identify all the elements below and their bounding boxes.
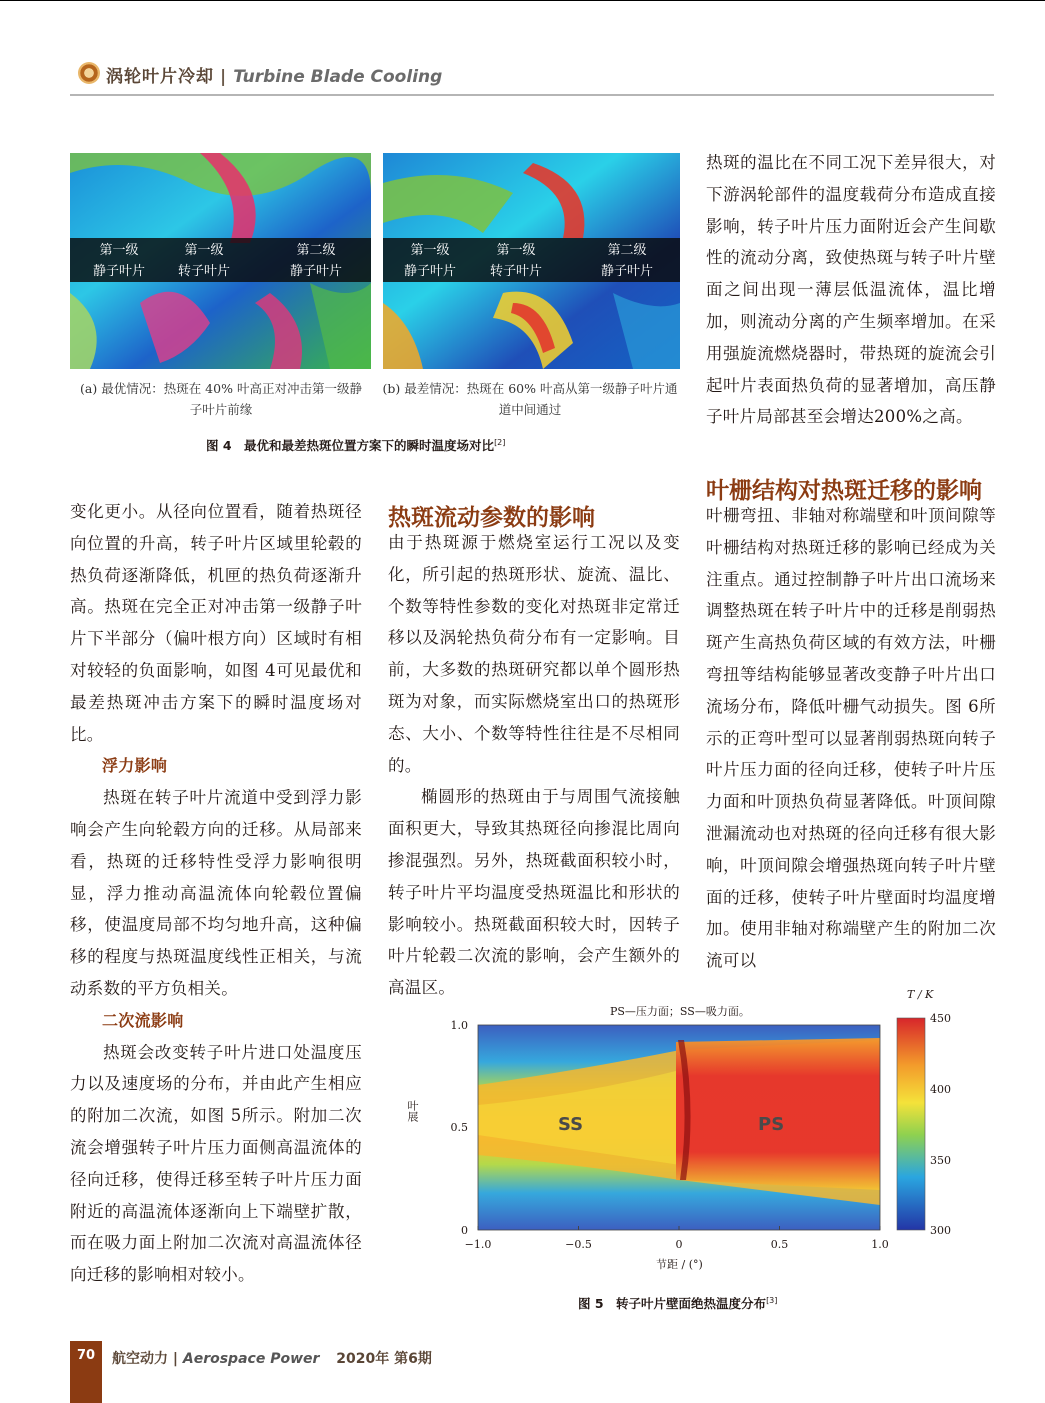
header-title-cn: 涡轮叶片冷却 [106,67,214,87]
figure5-xtick: 1.0 [871,1238,889,1251]
figure5-plot [400,980,960,1280]
figure4-caption [206,436,505,454]
journal-name-en: Aerospace Power [182,1351,320,1367]
figure5-ylabel: 叶展 [406,1100,419,1122]
middle-paragraph-1: 由于热斑源于燃烧室运行工况以及变化，所引起的热斑形状、旋流、温比、个数等特性参数的变化对热斑非定常迁移以及涡轮热负荷分布有一定影响。目前，大多数的热斑研究都以单个圆形热斑为对象，而实际燃烧室出口的热斑形态、大小、个数等特性往往是不尽相同的。 [388,533,680,775]
figure5-ytick: 1.0 [450,1019,468,1032]
figure5-caption-text: 图 5 转子叶片壁面绝热温度分布 [578,1296,767,1311]
figure5-colorbar-tick: 400 [930,1083,951,1096]
figure4-ref: [2] [494,437,506,447]
journal-name-cn: 航空动力 [112,1351,168,1367]
figure4-b-caption: (b) 最差情况：热斑在 60% 叶高从第一级静子叶片通道中间通过 [382,381,678,417]
running-header [106,62,442,87]
header-title-en: Turbine Blade Cooling [233,67,443,87]
figure4-a-label-1: 第一级 静子叶片 [93,243,146,279]
journal-issue: 2020年 第6期 [336,1351,432,1367]
figure5-colorbar-tick: 450 [930,1012,951,1025]
figure5-ytick: 0.5 [450,1121,468,1134]
left-paragraph-1: 变化更小。从径向位置看，随着热斑径向位置的升高，转子叶片区域里轮毂的热负荷逐渐降低，机匣的热负荷逐渐升高。热斑在完全正对冲击第一级静子叶片下半部分（偏叶根方向）区域时有相对较轻的负面影响，如图 4可见最优和最差热斑冲击方案下的瞬时温度场对比。 [70,502,362,744]
figure5-colorbar [897,1018,925,1230]
figure5-caption [578,1294,777,1312]
figure5-xtick: 0.5 [770,1238,789,1251]
figure4-b-label-3: 第二级 静子叶片 [601,243,654,279]
top-rule [0,0,1045,1]
figure5-colorbar-tick: 300 [930,1224,951,1237]
journal-separator: | [172,1351,178,1367]
page-number: 70 [76,1348,96,1363]
figure5-colorbar-tick: 350 [930,1154,951,1167]
figure5-colorbar-ticks [930,1012,951,1237]
figure5-xtick: 0 [675,1238,683,1251]
buoyancy-heading: 浮力影响 [102,756,168,776]
figure5-ref: [3] [766,1295,778,1305]
right-column-top [706,147,996,433]
figure5-xlabel: 节距 / (°) [656,1258,703,1271]
left-paragraph-2: 热斑在转子叶片流道中受到浮力影响会产生向轮毂方向的迁移。从局部来看，热斑的迁移特性受浮力影响很明显，浮力推动高温流体向轮毂位置偏移，使温度局部不均匀地升高，这种偏移的程度与热斑温度线性正相关，与流动系数的平方负相关。 [70,788,362,998]
figure4-b-label-2: 第一级 转子叶片 [490,243,543,279]
header-separator: | [220,67,228,87]
figure4-b-label-1: 第一级 静子叶片 [404,243,457,279]
figure5-xtick: −1.0 [464,1238,492,1251]
right-column [706,500,996,977]
figure4-a-label-3: 第二级 静子叶片 [290,243,343,279]
left-column [70,496,362,1291]
middle-paragraph-2: 椭圆形的热斑由于与周围气流接触面积更大，导致其热斑径向掺混比周向掺混强烈。另外，热斑截面积较小时，转子叶片平均温度受热斑温比和形状的影响较小。热斑截面积较大时，因转子叶片轮毂二次流的影响，会产生额外的高温区。 [388,787,680,998]
figure4-panel-a-image [70,153,371,369]
figure4-caption-text: 图 4 最优和最差热斑位置方案下的瞬时温度场对比 [206,438,495,453]
figure4-panel-b-image [383,153,680,369]
middle-section-heading: 热斑流动参数的影响 [388,505,595,531]
right-section-heading: 叶栅结构对热斑迁移的影响 [706,478,982,504]
header-rule [70,94,994,96]
left-paragraph-3: 热斑会改变转子叶片进口处温度压力以及速度场的分布，并由此产生相应的附加二次流，如图 5所示。附加二次流会增强转子叶片压力面侧高温流体的径向迁移，使得迁移至转子叶片压力面附近的高温流体逐渐向上下端壁扩散，而在吸力面上附加二次流对高温流体径向迁移的影响相对较小。 [70,1042,362,1285]
middle-column [388,527,680,1004]
figure5-ss-label: SS [558,1114,584,1135]
figure5-xtick: −0.5 [565,1238,592,1251]
figure4-a-label-2: 第一级 转子叶片 [178,243,231,279]
right-paragraph-1: 叶栅弯扭、非轴对称端壁和叶顶间隙等叶栅结构对热斑迁移的影响已经成为关注重点。通过控制静子叶片出口流场来调整热斑在转子叶片中的迁移是削弱热斑产生高热负荷区域的有效方法，叶栅弯扭等结构能够显著改变静子叶片出口流场分布，降低叶栅气动损失。图 6所示的正弯叶型可以显著削弱热斑向转子叶片压力面的径向迁移，使转子叶片压力面和叶顶热负荷显著降低。叶顶间隙泄漏流动也对热斑的径向迁移有很大影响，叶顶间隙会增强热斑向转子叶片壁面的迁移，使转子叶片壁面时均温度增加。使用非轴对称端壁产生的附加二次流可以 [706,506,996,971]
footer-journal [112,1348,432,1368]
secondary-flow-heading: 二次流影响 [102,1010,184,1030]
figure5-field [478,1025,880,1230]
right-top-paragraph: 热斑的温比在不同工况下差异很大，对下游涡轮部件的温度载荷分布造成直接影响，转子叶片压力面附近会产生间歇性的流动分离，致使热斑与转子叶片壁面之间出现一薄层低温流体，温比增加，则流动分离的产生频率增加。在采用强旋流燃烧器时，带热斑的旋流会引起叶片表面热负荷的显著增加，高压静子叶片局部甚至会增达200%之高。 [706,153,996,427]
figure5-colorbar-title: T / K [907,988,934,1001]
figure5-legend-note: PS—压力面；SS—吸力面。 [610,1005,750,1018]
figure4-a-caption: (a) 最优情况：热斑在 40% 叶高正对冲击第一级静子叶片前缘 [80,381,362,417]
figure5-ps-label: PS [758,1114,785,1135]
figure5-ytick: 0 [461,1224,468,1237]
figure5-y-axis [451,1019,469,1237]
journal-logo-icon [78,62,100,84]
